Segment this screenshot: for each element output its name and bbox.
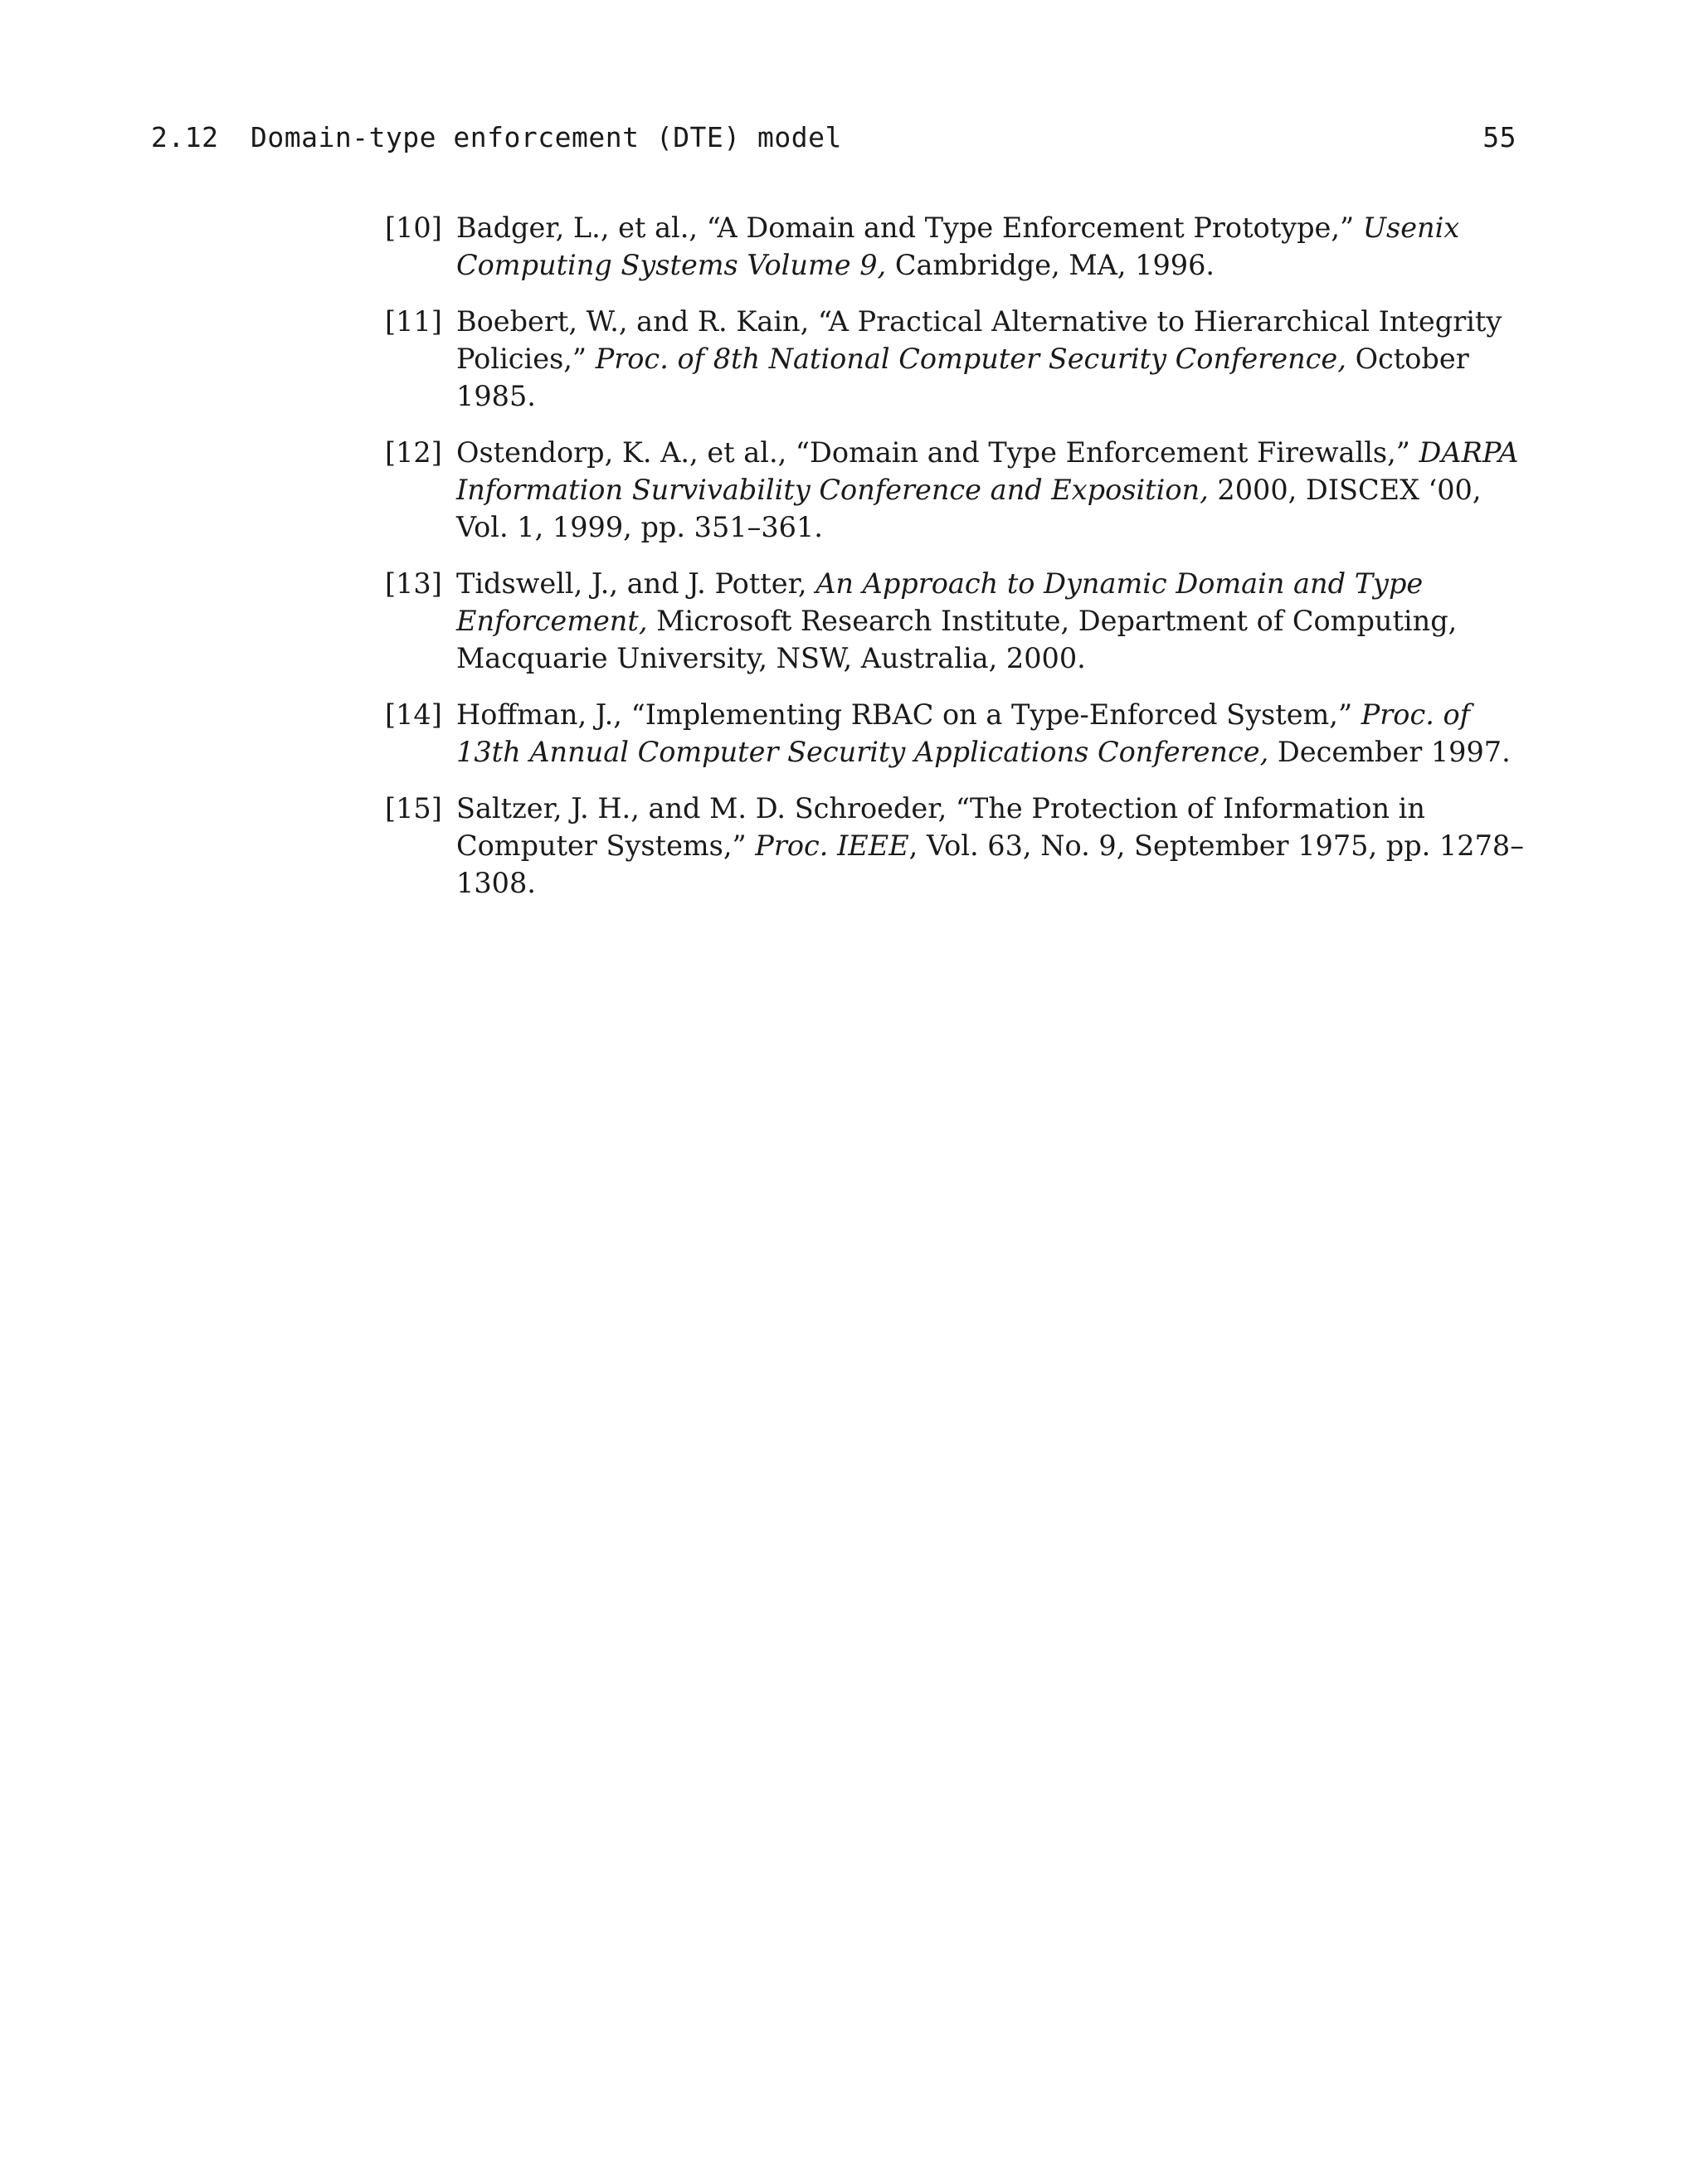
reference-text-part: October 1985. — [456, 343, 1469, 412]
section-title: Domain-type enforcement (DTE) model — [251, 121, 842, 153]
reference-item — [385, 790, 1530, 902]
reference-text-part: December 1997. — [1268, 736, 1511, 768]
reference-text — [456, 212, 1459, 281]
reference-text-part: Saltzer, J. H., and M. D. Schroeder, “The Protection of Information in Computer Systems,” — [456, 792, 1425, 862]
reference-label: [13] — [385, 567, 442, 600]
reference-text — [456, 698, 1511, 768]
reference-label: [15] — [385, 792, 442, 824]
reference-italic-part: Proc. of 8th National Computer Security Conference, — [595, 343, 1346, 375]
reference-italic-part: Proc. IEEE — [755, 829, 909, 862]
reference-item — [385, 696, 1530, 771]
reference-item — [385, 209, 1530, 284]
reference-text-part: Boebert, W., and R. Kain, “A Practical Alternative to Hierarchical Integrity Policies,” — [456, 305, 1502, 375]
reference-text-part: Ostendorp, K. A., et al., “Domain and Type Enforcement Firewalls,” — [456, 436, 1419, 469]
reference-text-part: Badger, L., et al., “A Domain and Type Enforcement Prototype,” — [456, 212, 1363, 244]
reference-italic-part: An Approach to Dynamic Domain and Type Enforcement, — [456, 567, 1424, 637]
section-heading — [151, 121, 842, 153]
reference-text-part: 2000, DISCEX ‘00, Vol. 1, 1999, pp. 351–361. — [456, 474, 1482, 543]
reference-text — [456, 436, 1518, 543]
reference-text — [456, 792, 1524, 899]
reference-italic-part: DARPA Information Survivability Conference and Exposition, — [456, 436, 1519, 506]
reference-italic-part: Usenix Computing Systems Volume 9, — [456, 212, 1460, 281]
reference-list — [385, 209, 1530, 921]
page-number: 55 — [1482, 121, 1516, 153]
running-head — [151, 114, 1516, 159]
reference-text-part: Tidswell, J., and J. Potter, — [456, 567, 816, 600]
reference-text-part: Hoffman, J., “Implementing RBAC on a Type-Enforced System,” — [456, 698, 1361, 731]
reference-item — [385, 434, 1530, 546]
reference-text-part: Microsoft Research Institute, Department of Computing, Macquarie University, NSW, Australia, 2000. — [456, 605, 1458, 674]
reference-item — [385, 303, 1530, 415]
reference-label: [11] — [385, 305, 442, 338]
reference-italic-part: Proc. of 13th Annual Computer Security Applications Conference, — [456, 698, 1471, 768]
reference-label: [12] — [385, 436, 442, 469]
reference-text-part: Cambridge, MA, 1996. — [886, 249, 1215, 281]
section-number: 2.12 — [151, 121, 219, 153]
reference-item — [385, 565, 1530, 677]
reference-text-part: , Vol. 63, No. 9, September 1975, pp. 1278–1308. — [456, 829, 1524, 899]
reference-text — [456, 567, 1457, 674]
reference-label: [14] — [385, 698, 442, 731]
reference-text — [456, 305, 1502, 412]
reference-label: [10] — [385, 212, 442, 244]
